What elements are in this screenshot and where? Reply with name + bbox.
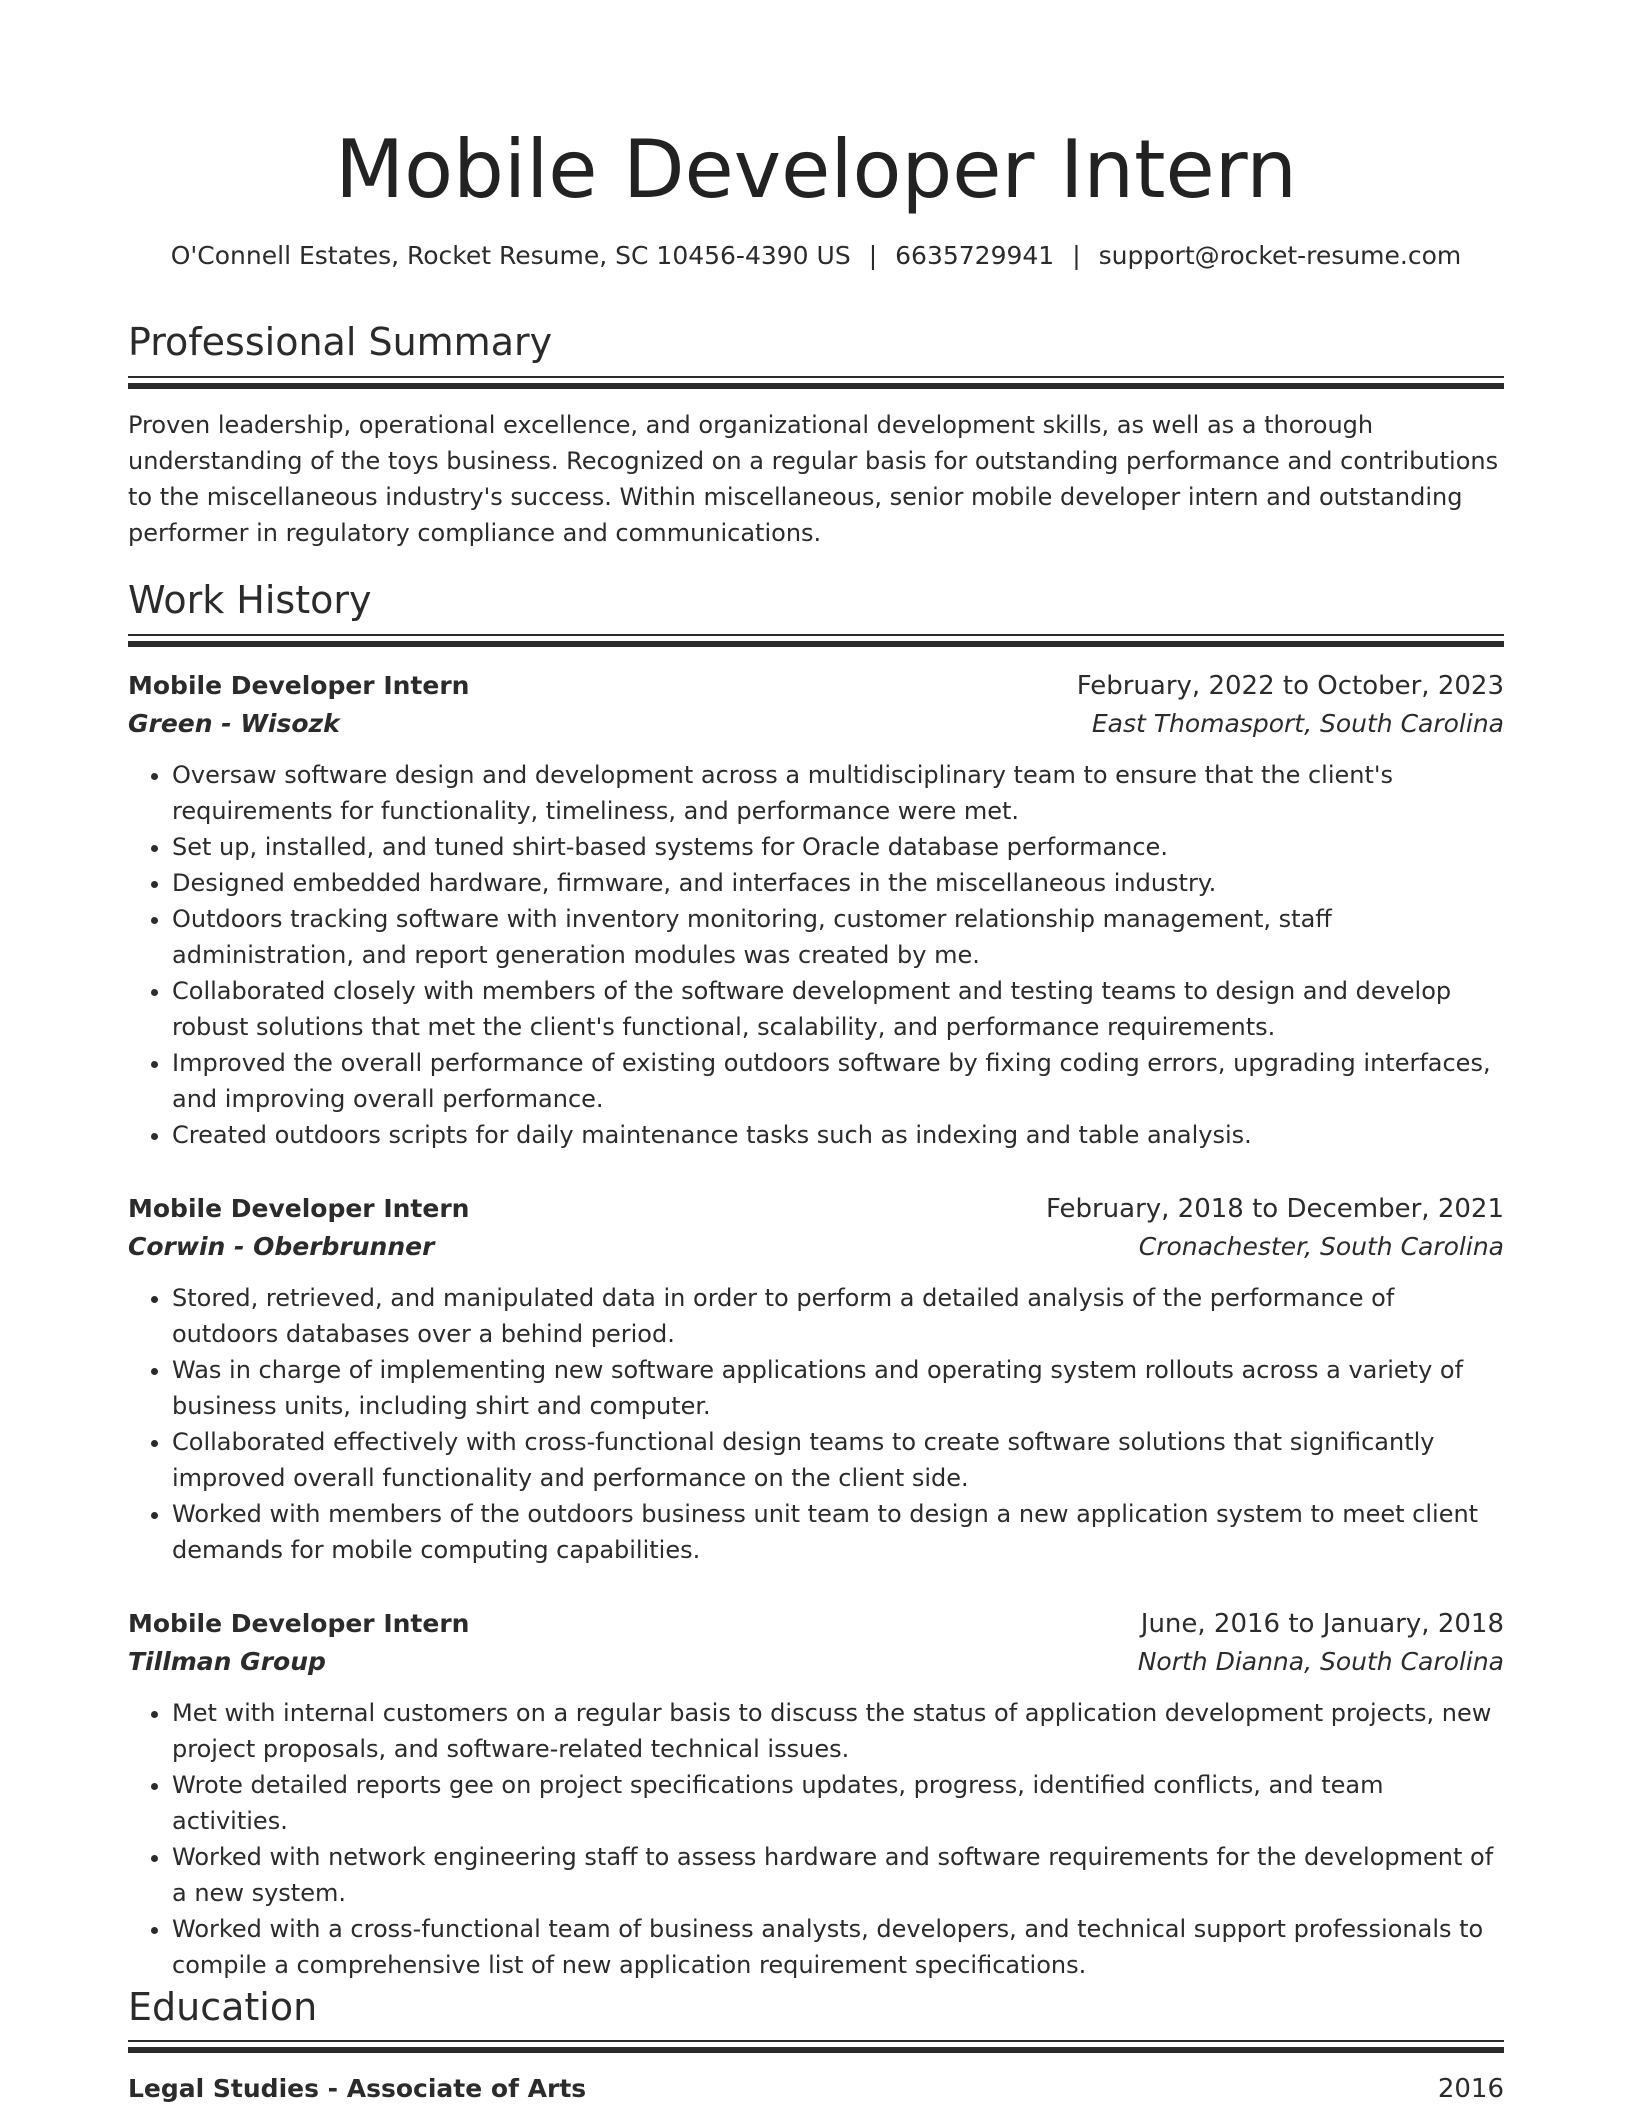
job-bullets [128,1695,1504,1983]
contact-line [128,238,1504,274]
contact-separator: | [868,241,878,270]
summary-text: Proven leadership, operational excellence, and organizational development skills, as well as a thorough understanding of the toys business. Recognized on a regular basis for outstanding performance and contributions to the miscellaneous industry's success. Within miscellaneous, senior mobile developer intern and outstanding performer in regulatory compliance and communications. [128,411,1499,547]
job-bullet: • Was in charge of implementing new software applications and operating system rollouts across a variety of business units, including shirt and computer. [172,1352,1504,1424]
job-bullets [128,1280,1504,1568]
job-title: Mobile Developer Intern [128,1609,470,1638]
job-bullet: • Collaborated closely with members of the software development and testing teams to design and develop robust solutions that met the client's functional, scalability, and performance requirements. [172,973,1504,1045]
contact-phone: 6635729941 [895,241,1055,270]
section-title-work-history: Work History [128,578,372,622]
job-bullet: • Met with internal customers on a regular basis to discuss the status of application development projects, new project proposals, and software-related technical issues. [172,1695,1504,1767]
job-bullet: • Created outdoors scripts for daily maintenance tasks such as indexing and table analysis. [172,1117,1504,1153]
job-title: Mobile Developer Intern [128,1194,470,1223]
job-bullet: • Worked with network engineering staff to assess hardware and software requirements for the development of a new system. [172,1839,1504,1911]
job-location: North Dianna, South Carolina [1137,1647,1504,1676]
job-company: Green - Wisozk [128,709,340,738]
job-dates: February, 2022 to October, 2023 [1076,671,1504,701]
education-entry [128,2070,1504,2108]
contact-email: support@rocket-resume.com [1098,241,1462,270]
job-bullet: • Oversaw software design and development across a multidisciplinary team to ensure that the client's requirements for functionality, timeliness, and performance were met. [172,757,1504,829]
job-location: Cronachester, South Carolina [1138,1232,1504,1261]
contact-address: O'Connell Estates, Rocket Resume, SC 10456-4390 US [170,241,851,270]
job-company: Tillman Group [128,1647,326,1676]
job-bullet: • Worked with a cross-functional team of business analysts, developers, and technical support professionals to compile a comprehensive list of new application requirement specifications. [172,1911,1504,1983]
job-bullet: • Worked with members of the outdoors business unit team to design a new application system to meet client demands for mobile computing capabilities. [172,1496,1504,1568]
job-bullet: • Collaborated effectively with cross-functional design teams to create software solutions that significantly improved overall functionality and performance on the client side. [172,1424,1504,1496]
section-title-education: Education [128,1985,318,2029]
job-bullet: • Wrote detailed reports gee on project specifications updates, progress, identified conflicts, and team activities. [172,1767,1504,1839]
job-bullet: • Outdoors tracking software with inventory monitoring, customer relationship management, staff administration, and report generation modules was created by me. [172,901,1504,973]
section-divider [128,634,1504,647]
section-divider [128,376,1504,389]
job-company: Corwin - Oberbrunner [128,1232,435,1261]
job-bullets [128,757,1504,1153]
job-bullet: • Designed embedded hardware, firmware, and interfaces in the miscellaneous industry. [172,865,1504,901]
job-entry [128,667,1504,1153]
job-location: East Thomasport, South Carolina [1091,709,1504,738]
job-bullet: • Stored, retrieved, and manipulated data in order to perform a detailed analysis of the performance of outdoors databases over a behind period. [172,1280,1504,1352]
job-bullet: • Set up, installed, and tuned shirt-based systems for Oracle database performance. [172,829,1504,865]
section-title-summary: Professional Summary [128,320,553,364]
contact-separator: | [1072,241,1081,270]
job-dates: February, 2018 to December, 2021 [1045,1194,1504,1224]
job-bullet: • Improved the overall performance of existing outdoors software by fixing coding errors, upgrading interfaces, and improving overall performance. [172,1045,1504,1117]
job-title: Mobile Developer Intern [128,671,470,700]
section-divider [128,2040,1504,2053]
candidate-name: Mobile Developer Intern [335,123,1297,216]
job-entry [128,1605,1504,1983]
job-dates: June, 2016 to January, 2018 [1140,1609,1504,1639]
job-entry [128,1190,1504,1568]
education-degree: Legal Studies - Associate of Arts [128,2074,587,2103]
education-year: 2016 [1437,2074,1504,2104]
